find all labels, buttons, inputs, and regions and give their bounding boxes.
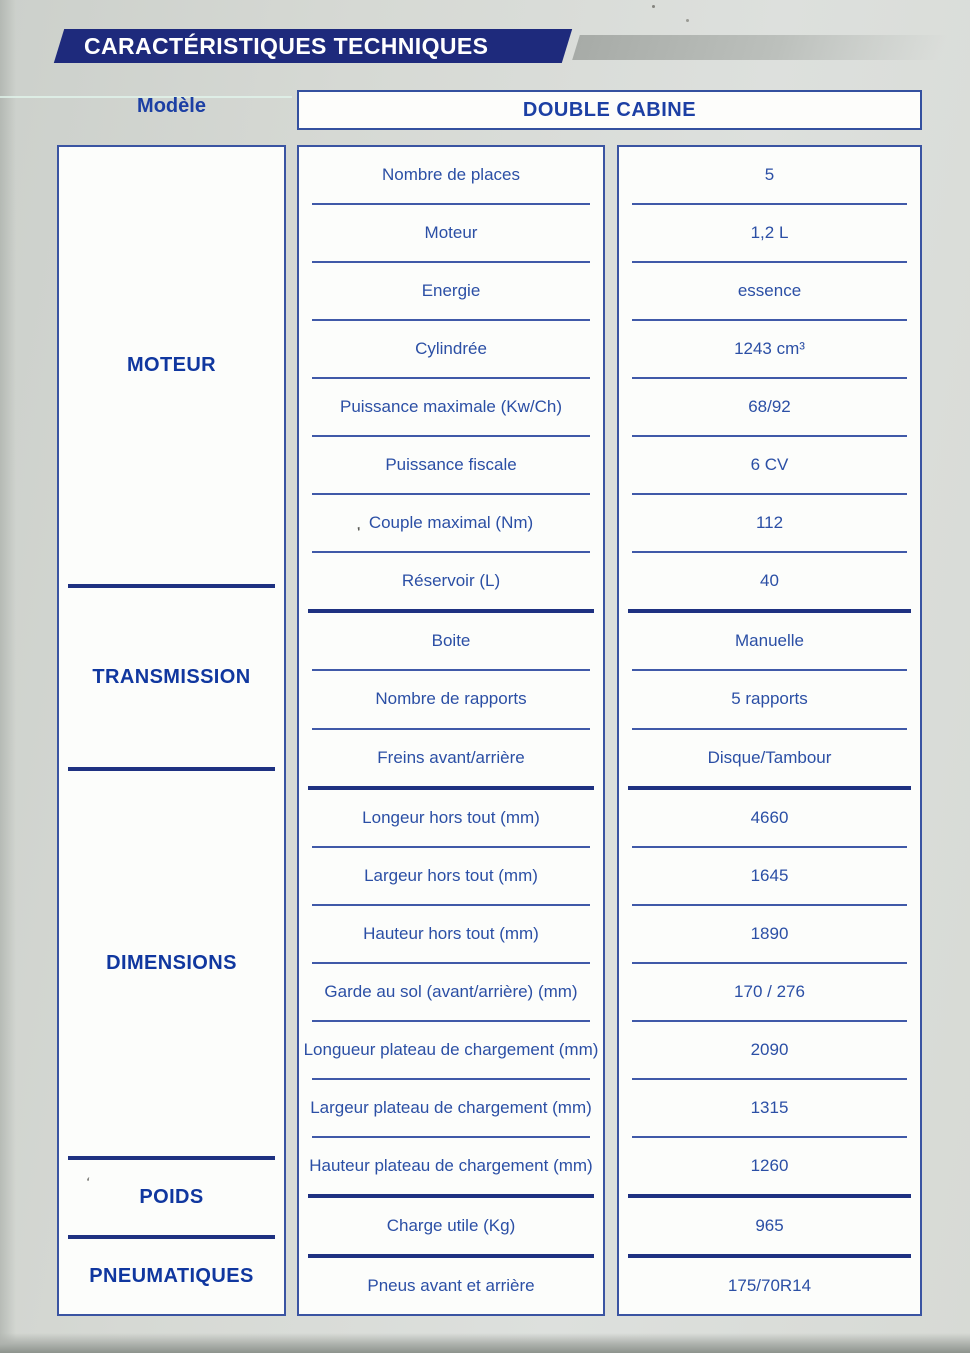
spec-label-cell: Moteur [424,223,478,243]
model-value: DOUBLE CABINE [522,98,697,121]
spec-label-cell: Couple maximal (Nm) [368,513,534,533]
spec-value-cell: 1645 [750,865,789,885]
spec-label-cell: Hauteur plateau de chargement (mm) [309,1155,593,1175]
category-section-poids [59,1160,284,1235]
spec-value-cell: 4660 [750,807,789,827]
category-section-dimensions [59,771,284,1157]
category-label: MOTEUR [126,354,217,377]
scan-speck [686,19,689,22]
spec-value-cell: Manuelle [735,631,804,651]
spec-value-section [619,1198,920,1254]
category-label: TRANSMISSION [92,666,251,689]
spec-value-cell: 2090 [750,1039,789,1059]
spec-value-cell: 1315 [750,1097,789,1117]
spec-value-cell: 5 [764,165,775,185]
spec-label-cell: Puissance maximale (Kw/Ch) [339,397,562,417]
spec-label-cell: Nombre de places [382,165,520,185]
spec-label-column [297,145,605,1316]
spec-value-cell: 1260 [750,1155,789,1175]
spec-value-cell: 6 CV [750,455,789,475]
spec-value-cell: essence [737,281,802,301]
spec-value-section [619,790,920,1194]
spec-value-section [619,1258,920,1314]
spec-label-cell: Longeur hors tout (mm) [362,807,540,827]
model-label: Modèle [137,95,206,117]
spec-label-cell: Boite [431,631,471,651]
spec-label-cell: Pneus avant et arrière [367,1275,535,1295]
spec-label-cell: Réservoir (L) [401,571,501,591]
page-title: CARACTÉRISTIQUES TECHNIQUES [84,33,489,59]
spec-label-cell: Freins avant/arrière [377,747,525,767]
spec-label-cell: Largeur hors tout (mm) [364,865,538,885]
category-section-pneumatiques [59,1239,284,1314]
spec-label-section [299,147,603,609]
scan-edge-shadow-left [0,0,16,1353]
spec-value-section [619,613,920,785]
spec-label-section [299,1198,603,1254]
category-label: PNEUMATIQUES [89,1265,254,1288]
scan-tick-mark: ‘ [84,1175,91,1189]
category-section-moteur [59,147,284,584]
spec-label-cell: Nombre de rapports [375,689,527,709]
spec-value-cell: Disque/Tambour [707,747,832,767]
header-banner-gray-bar [572,35,948,60]
spec-label-cell: Hauteur hors tout (mm) [363,923,539,943]
spec-value-cell: 170 / 276 [734,981,805,1001]
spec-label-cell: Charge utile (Kg) [386,1215,516,1235]
spec-value-cell: 68/92 [748,397,791,417]
spec-label-section [299,613,603,785]
scan-edge-shadow-bottom [0,1333,970,1353]
scan-speck [652,5,655,8]
spec-label-cell: Largeur plateau de chargement (mm) [310,1097,592,1117]
category-section-transmission [59,588,284,766]
spec-value-cell: 112 [755,513,784,533]
category-column [57,145,286,1316]
category-label: DIMENSIONS [106,952,237,975]
spec-label-section [299,1258,603,1314]
spec-value-cell: 175/70R14 [727,1275,812,1295]
scan-tick-mark: ′ [355,523,364,540]
spec-label-cell: Garde au sol (avant/arrière) (mm) [324,981,578,1001]
category-label: POIDS [139,1186,204,1209]
spec-value-cell: 5 rapports [731,689,808,709]
spec-value-cell: 965 [755,1215,784,1235]
spec-label-cell: Cylindrée [415,339,487,359]
spec-label-cell: Puissance fiscale [385,455,517,475]
spec-label-section [299,790,603,1194]
spec-value-cell: 1890 [750,923,789,943]
model-value-box [297,90,922,130]
spec-value-cell: 1,2 L [750,223,789,243]
spec-label-cell: Longueur plateau de chargement (mm) [303,1039,599,1059]
spec-value-cell: 1243 cm³ [734,339,805,359]
spec-label-cell: Energie [421,281,481,301]
spec-value-section [619,147,920,609]
spec-value-column [617,145,922,1316]
spec-value-cell: 40 [760,571,779,591]
